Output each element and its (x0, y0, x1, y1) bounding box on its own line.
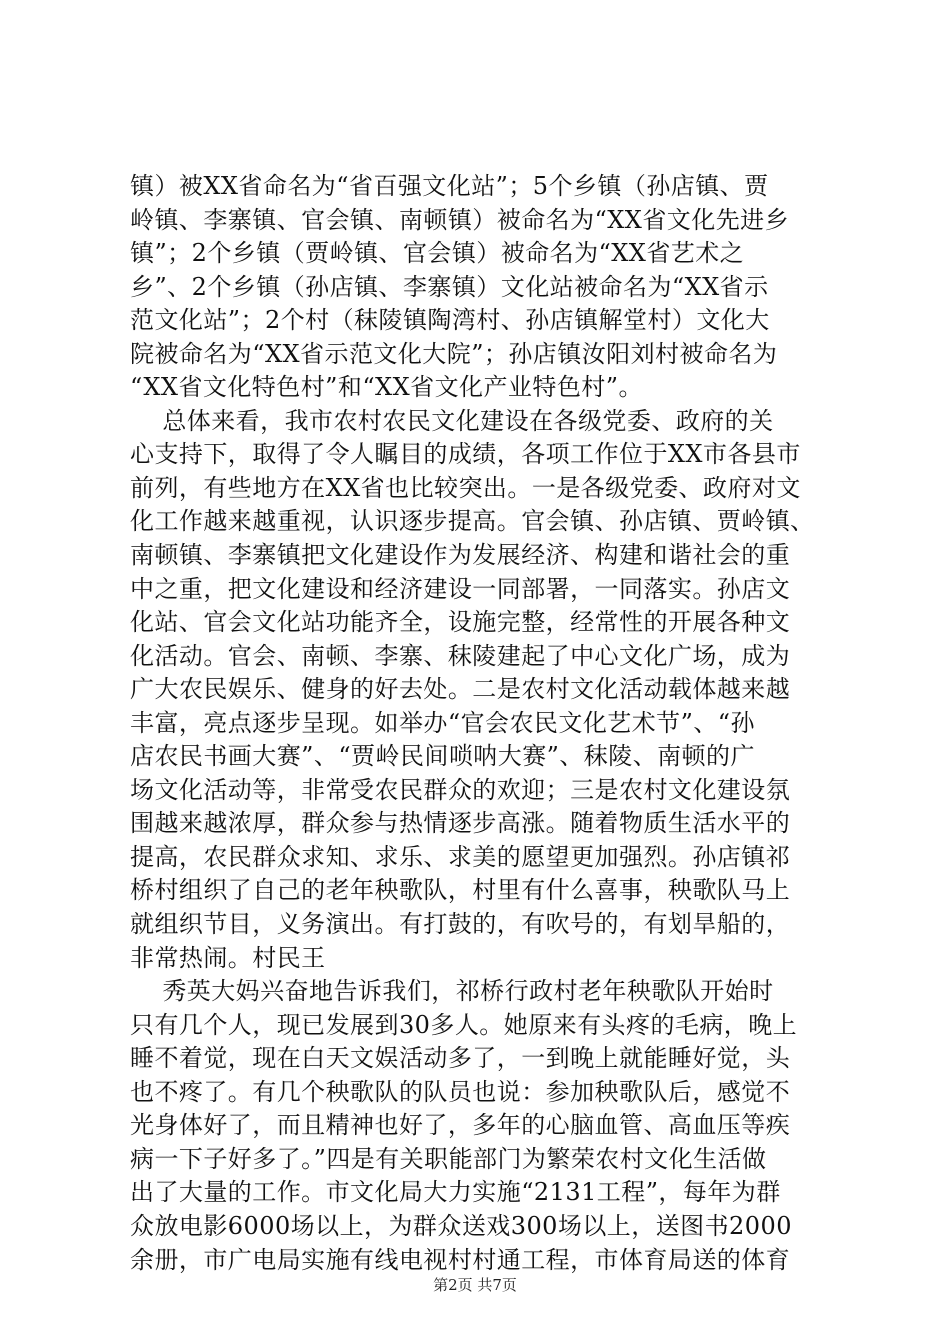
text-line: 范文化站”；2个村（秣陵镇陶湾村、孙店镇解堂村）文化大 (130, 306, 770, 335)
text-line: 睡不着觉，现在白天文娱活动多了，一到晚上就能睡好觉，头 (130, 1044, 791, 1073)
text-line: 镇）被XX省命名为“省百强文化站”；5个乡镇（孙店镇、贾 (130, 172, 769, 200)
text-line: 中之重，把文化建设和经济建设一同部署，一同落实。孙店文 (130, 574, 791, 603)
text-line: 总体来看，我市农村农民文化建设在各级党委、政府的关 (130, 406, 774, 435)
text-line: 店农民书画大赛”、“贾岭民间唢呐大赛”、秣陵、南顿的广 (130, 742, 755, 771)
text-line: 只有几个人，现已发展到30多人。她原来有头疼的毛病，晚上 (130, 1010, 798, 1039)
text-line: 秀英大妈兴奋地告诉我们，祁桥行政村老年秧歌队开始时 (130, 977, 774, 1006)
text-line: 镇”；2个乡镇（贾岭镇、官会镇）被命名为“XX省艺术之 (130, 239, 745, 268)
text-line: 病一下子好多了。”四是有关职能部门为繁荣农村文化生活做 (130, 1144, 767, 1173)
body-text (130, 170, 830, 1277)
text-line: 众放电影6000场以上，为群众送戏300场以上，送图书2000 (130, 1211, 792, 1240)
text-line: 也不疼了。有几个秧歌队的队员也说：参加秧歌队后，感觉不 (130, 1077, 791, 1106)
text-line: 前列，有些地方在XX省也比较突出。一是各级党委、政府对文 (130, 473, 801, 502)
text-line: 南顿镇、李寨镇把文化建设作为发展经济、构建和谐社会的重 (130, 541, 791, 570)
text-line: 化工作越来越重视，认识逐步提高。官会镇、孙店镇、贾岭镇、 (130, 507, 815, 536)
text-line: 就组织节目，义务演出。有打鼓的，有吹号的，有划旱船的， (130, 910, 791, 939)
text-line: 场文化活动等，非常受农民群众的欢迎；三是农村文化建设氛 (130, 775, 791, 804)
text-line: “XX省文化特色村”和“XX省文化产业特色村”。 (130, 373, 643, 402)
page-number: 第2页 共7页 (433, 1276, 517, 1294)
text-line: 光身体好了，而且精神也好了，多年的心脑血管、高血压等疾 (130, 1111, 791, 1140)
text-line: 非常热闹。村民王 (130, 943, 326, 972)
text-line: 余册，市广电局实施有线电视村村通工程，市体育局送的体育 (130, 1245, 791, 1274)
text-line: 提高，农民群众求知、求乐、求美的愿望更加强烈。孙店镇祁 (130, 842, 791, 871)
text-line: 丰富，亮点逐步呈现。如举办“官会农民文化艺术节”、“孙 (130, 708, 755, 737)
text-line: 岭镇、李寨镇、官会镇、南顿镇）被命名为“XX省文化先进乡 (130, 205, 790, 234)
text-line: 心支持下，取得了令人瞩目的成绩，各项工作位于XX市各县市 (130, 440, 801, 469)
text-line: 广大农民娱乐、健身的好去处。二是农村文化活动载体越来越 (130, 675, 791, 704)
text-line: 乡”、2个乡镇（孙店镇、李寨镇）文化站被命名为“XX省示 (130, 272, 769, 301)
text-line: 围越来越浓厚，群众参与热情逐步高涨。随着物质生活水平的 (130, 809, 791, 838)
text-line: 化活动。官会、南顿、李寨、秣陵建起了中心文化广场，成为 (130, 641, 791, 670)
text-line: 化站、官会文化站功能齐全，设施完整，经常性的开展各种文 (130, 608, 791, 637)
text-line: 出了大量的工作。市文化局大力实施“2131工程”，每年为群 (130, 1178, 781, 1207)
page-footer (0, 1274, 950, 1295)
text-line: 桥村组织了自己的老年秧歌队，村里有什么喜事，秧歌队马上 (130, 876, 791, 905)
text-line: 院被命名为“XX省示范文化大院”；孙店镇汝阳刘村被命名为 (130, 339, 778, 368)
